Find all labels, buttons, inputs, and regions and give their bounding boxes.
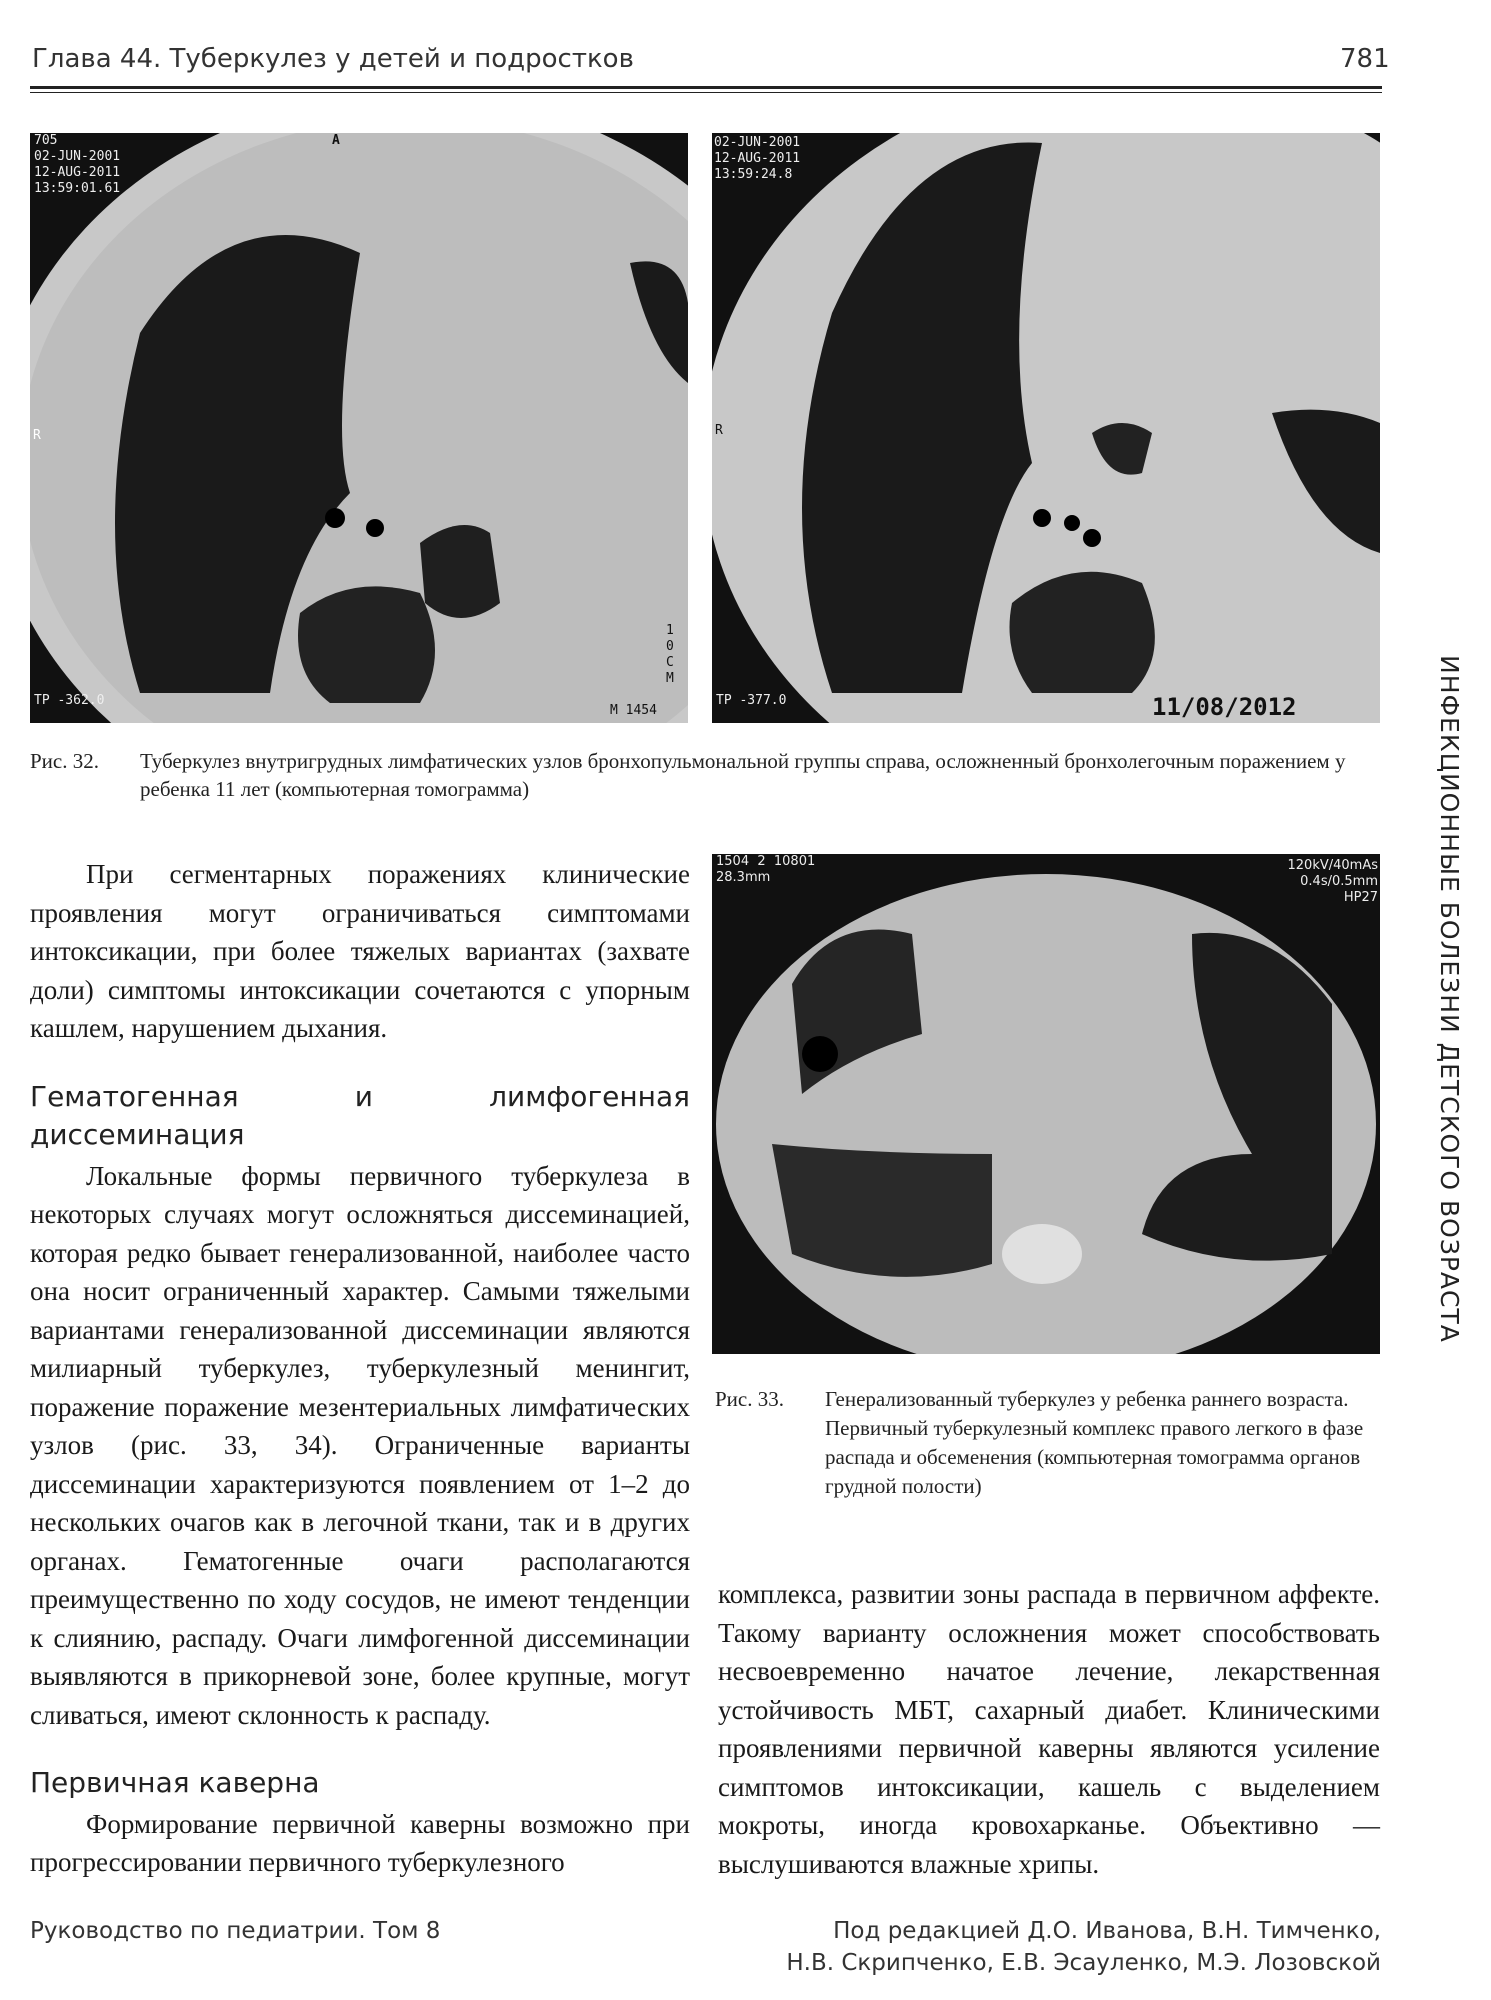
right-text-column (718, 1575, 1380, 1883)
figure-33-caption (715, 1385, 1375, 1501)
paragraph: При сегментарных поражениях клинические проявления могут ограничиваться симптомами интоксикации, при более тяжелых вариантах (захвате доли) симптомы интоксикации сочетаются с упорным кашлем, нарушением дыхания. (30, 859, 690, 1043)
header-rule-thin (30, 92, 1382, 93)
paragraph: Формирование первичной каверны возможно при прогрессировании первичного туберкулезного (30, 1808, 690, 1877)
side-section-title (1430, 655, 1470, 1355)
ct-scan-right (712, 133, 1380, 723)
orientation-marker: A (332, 133, 340, 148)
caption-text: Генерализованный туберкулез у ребенка раннего возраста. Первичный туберкулезный комплекс правого легкого в фазе распада и обсеменения (компьютерная томограмма органов грудной полости) (825, 1387, 1364, 1498)
orientation-marker-side: R (715, 423, 723, 438)
orientation-marker-side: R (716, 1189, 724, 1204)
caption-text: Туберкулез внутригрудных лимфатических узлов бронхопульмональной группы справа, осложненный бронхолегочным поражением у ребенка 11 лет (компьютерная томограмма) (140, 749, 1346, 801)
ct-overlay-right: 120kV/40mAs 0.4s/0.5mm HP27 (1287, 858, 1378, 905)
ct-overlay-left: 1504 2 10801 28.3mm (716, 854, 816, 885)
orientation-marker-side: R (33, 428, 41, 443)
section-heading: Гематогенная и лимфогенная диссеминация (30, 1079, 690, 1151)
side-title-text: ИНФЕКЦИОННЫЕ БОЛЕЗНИ ДЕТСКОГО ВОЗРАСТА (1435, 655, 1464, 1343)
paragraph: Локальные формы первичного туберкулеза в некоторых случаях могут осложняться диссеминацией, которая редко бывает генерализованной, наиболее часто она носит ограниченный характер. Самыми тяжелыми вариантами генерализованной диссеминации являются милиарный туберкулез, туберкулезный менингит, поражение поражение мезентериальных лимфатических узлов (рис. 33, 34). Ограниченные варианты диссеминации характеризуются появлением от 1–2 до нескольких очагов как в легочной ткани, так и в других органах. Гематогенные очаги располагаются преимущественно по ходу сосудов, не имеют тенденции к слиянию, распаду. Очаги лимфогенной диссеминации выявляются в прикорневой зоне, более крупные, могут сливаться, имеют склонность к распаду. (30, 1160, 690, 1730)
ct-scan-fig33 (712, 854, 1380, 1354)
footer-left: Руководство по педиатрии. Том 8 (30, 1918, 441, 1944)
ct-scan-left (30, 133, 688, 723)
ct-bottom-label: TP -377.0 (716, 693, 787, 708)
ct-overlay-left: 705 02-JUN-2001 12-AUG-2011 13:59:01.61 (34, 133, 121, 196)
footer-editors-2: Н.В. Скрипченко, Е.В. Эсауленко, М.Э. Лозовской (786, 1950, 1381, 1976)
header-rule (30, 86, 1382, 89)
paragraph: комплекса, развитии зоны распада в первичном аффекте. Такому варианту осложнения может способствовать несвоевременно начатое лечение, лекарственная устойчивость МБТ, сахарный диабет. Клиническими проявлениями первичной каверны являются усиление симптомов интоксикации, кашель с выделением мокроты, иногда кровохарканье. Объективно — выслушиваются влажные хрипы. (718, 1579, 1380, 1879)
page-number: 781 (1340, 44, 1390, 74)
footer-right (786, 1915, 1381, 1979)
ct-bottom-label: TP -362.0 (34, 693, 105, 708)
footer-editors-1: Под редакцией Д.О. Иванова, В.Н. Тимченко, (833, 1918, 1381, 1944)
ct-scale-label: 10 CM (666, 623, 674, 686)
figure-label: Рис. 33. (715, 1387, 784, 1411)
figure-32-caption (30, 747, 1382, 803)
section-heading: Первичная каверна (30, 1766, 320, 1799)
ct-overlay-right: 02-JUN-2001 12-AUG-2011 13:59:24.8 (714, 135, 801, 182)
figure-label: Рис. 32. (30, 749, 99, 773)
date-stamp: 11/08/2012 (1152, 693, 1297, 721)
ct-bottom-right-label: M 1454 (610, 703, 657, 718)
running-header: Глава 44. Туберкулез у детей и подростков (32, 44, 634, 74)
left-text-column (30, 855, 690, 1882)
